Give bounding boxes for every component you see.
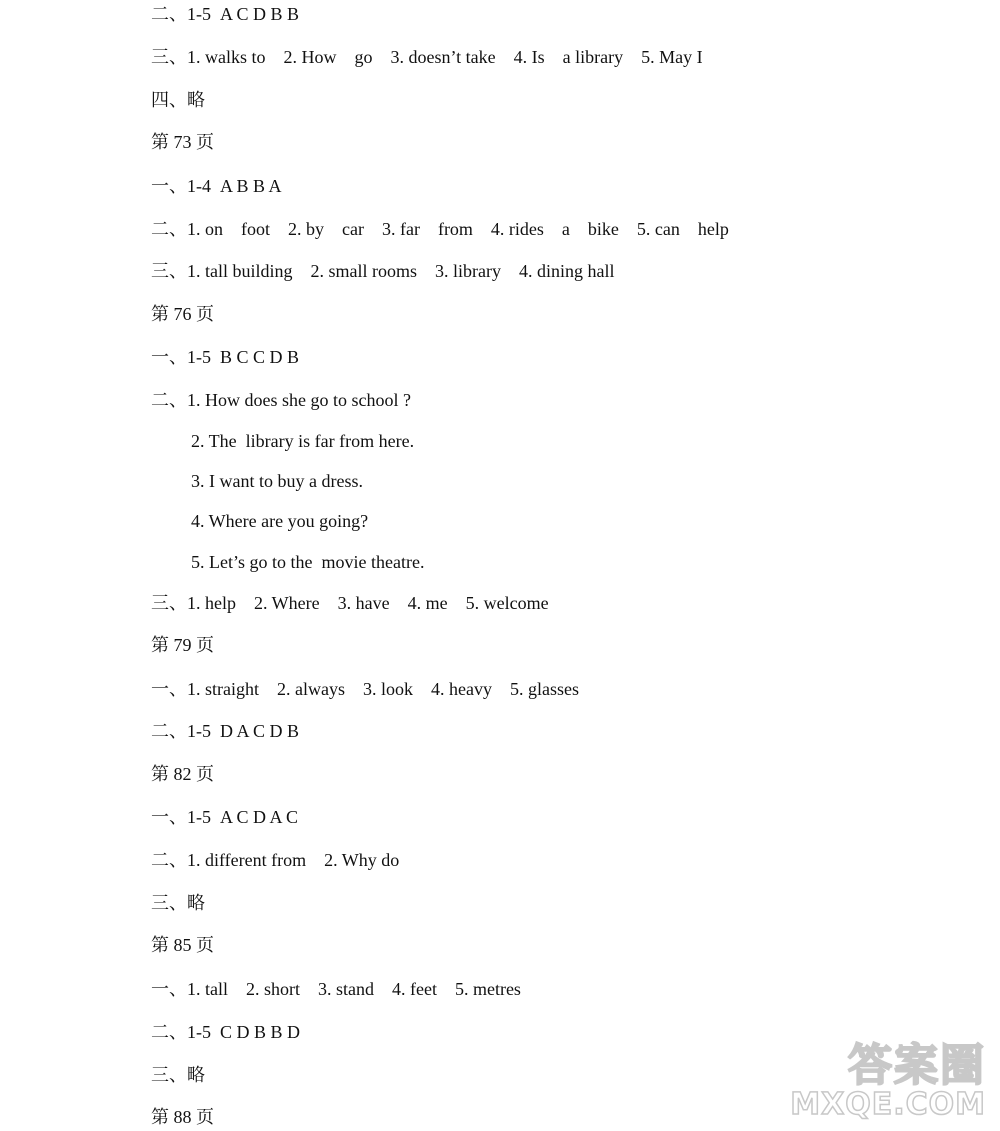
answer-line: 一、1. tall 2. short 3. stand 4. feet 5. metres bbox=[151, 979, 521, 999]
answer-line: 二、1. different from 2. Why do bbox=[151, 850, 400, 870]
answer-line: 三、1. tall building 2. small rooms 3. library 4. dining hall bbox=[151, 261, 615, 281]
answer-line: 一、1-4 A B B A bbox=[151, 176, 282, 196]
answer-line: 3. I want to buy a dress. bbox=[191, 471, 363, 491]
page-heading: 第 73 页 bbox=[151, 132, 214, 152]
page-heading: 第 88 页 bbox=[151, 1107, 214, 1127]
watermark-logo-text: 答案圈 bbox=[848, 1040, 986, 1091]
page-heading: 第 85 页 bbox=[151, 935, 214, 955]
answer-line: 一、1-5 A C D A C bbox=[151, 807, 299, 827]
answer-line: 5. Let’s go to the movie theatre. bbox=[191, 552, 425, 572]
answer-line: 一、1. straight 2. always 3. look 4. heavy 5. glasses bbox=[151, 679, 579, 699]
answer-line: 二、1-5 A C D B B bbox=[151, 4, 300, 24]
answer-line: 4. Where are you going? bbox=[191, 511, 369, 531]
answer-line: 2. The library is far from here. bbox=[191, 431, 415, 451]
answer-line: 三、1. help 2. Where 3. have 4. me 5. welcome bbox=[151, 593, 549, 613]
page-heading: 第 82 页 bbox=[151, 764, 214, 784]
answer-line: 四、略 bbox=[151, 90, 205, 110]
answer-line: 三、略 bbox=[151, 893, 205, 913]
answer-line: 二、1-5 D A C D B bbox=[151, 721, 300, 741]
watermark-url-text: MXQE.COM bbox=[790, 1087, 986, 1122]
answer-line: 二、1-5 C D B B D bbox=[151, 1022, 301, 1042]
page-heading: 第 76 页 bbox=[151, 304, 214, 324]
answer-line: 三、略 bbox=[151, 1065, 205, 1085]
answer-line: 三、1. walks to 2. How go 3. doesn’t take 4. Is a library 5. May I bbox=[151, 47, 703, 67]
answer-line: 二、1. How does she go to school ? bbox=[151, 390, 411, 410]
answer-line: 一、1-5 B C C D B bbox=[151, 347, 300, 367]
watermark bbox=[792, 1029, 992, 1129]
page-heading: 第 79 页 bbox=[151, 635, 214, 655]
answer-line: 二、1. on foot 2. by car 3. far from 4. rides a bike 5. can help bbox=[151, 219, 729, 239]
